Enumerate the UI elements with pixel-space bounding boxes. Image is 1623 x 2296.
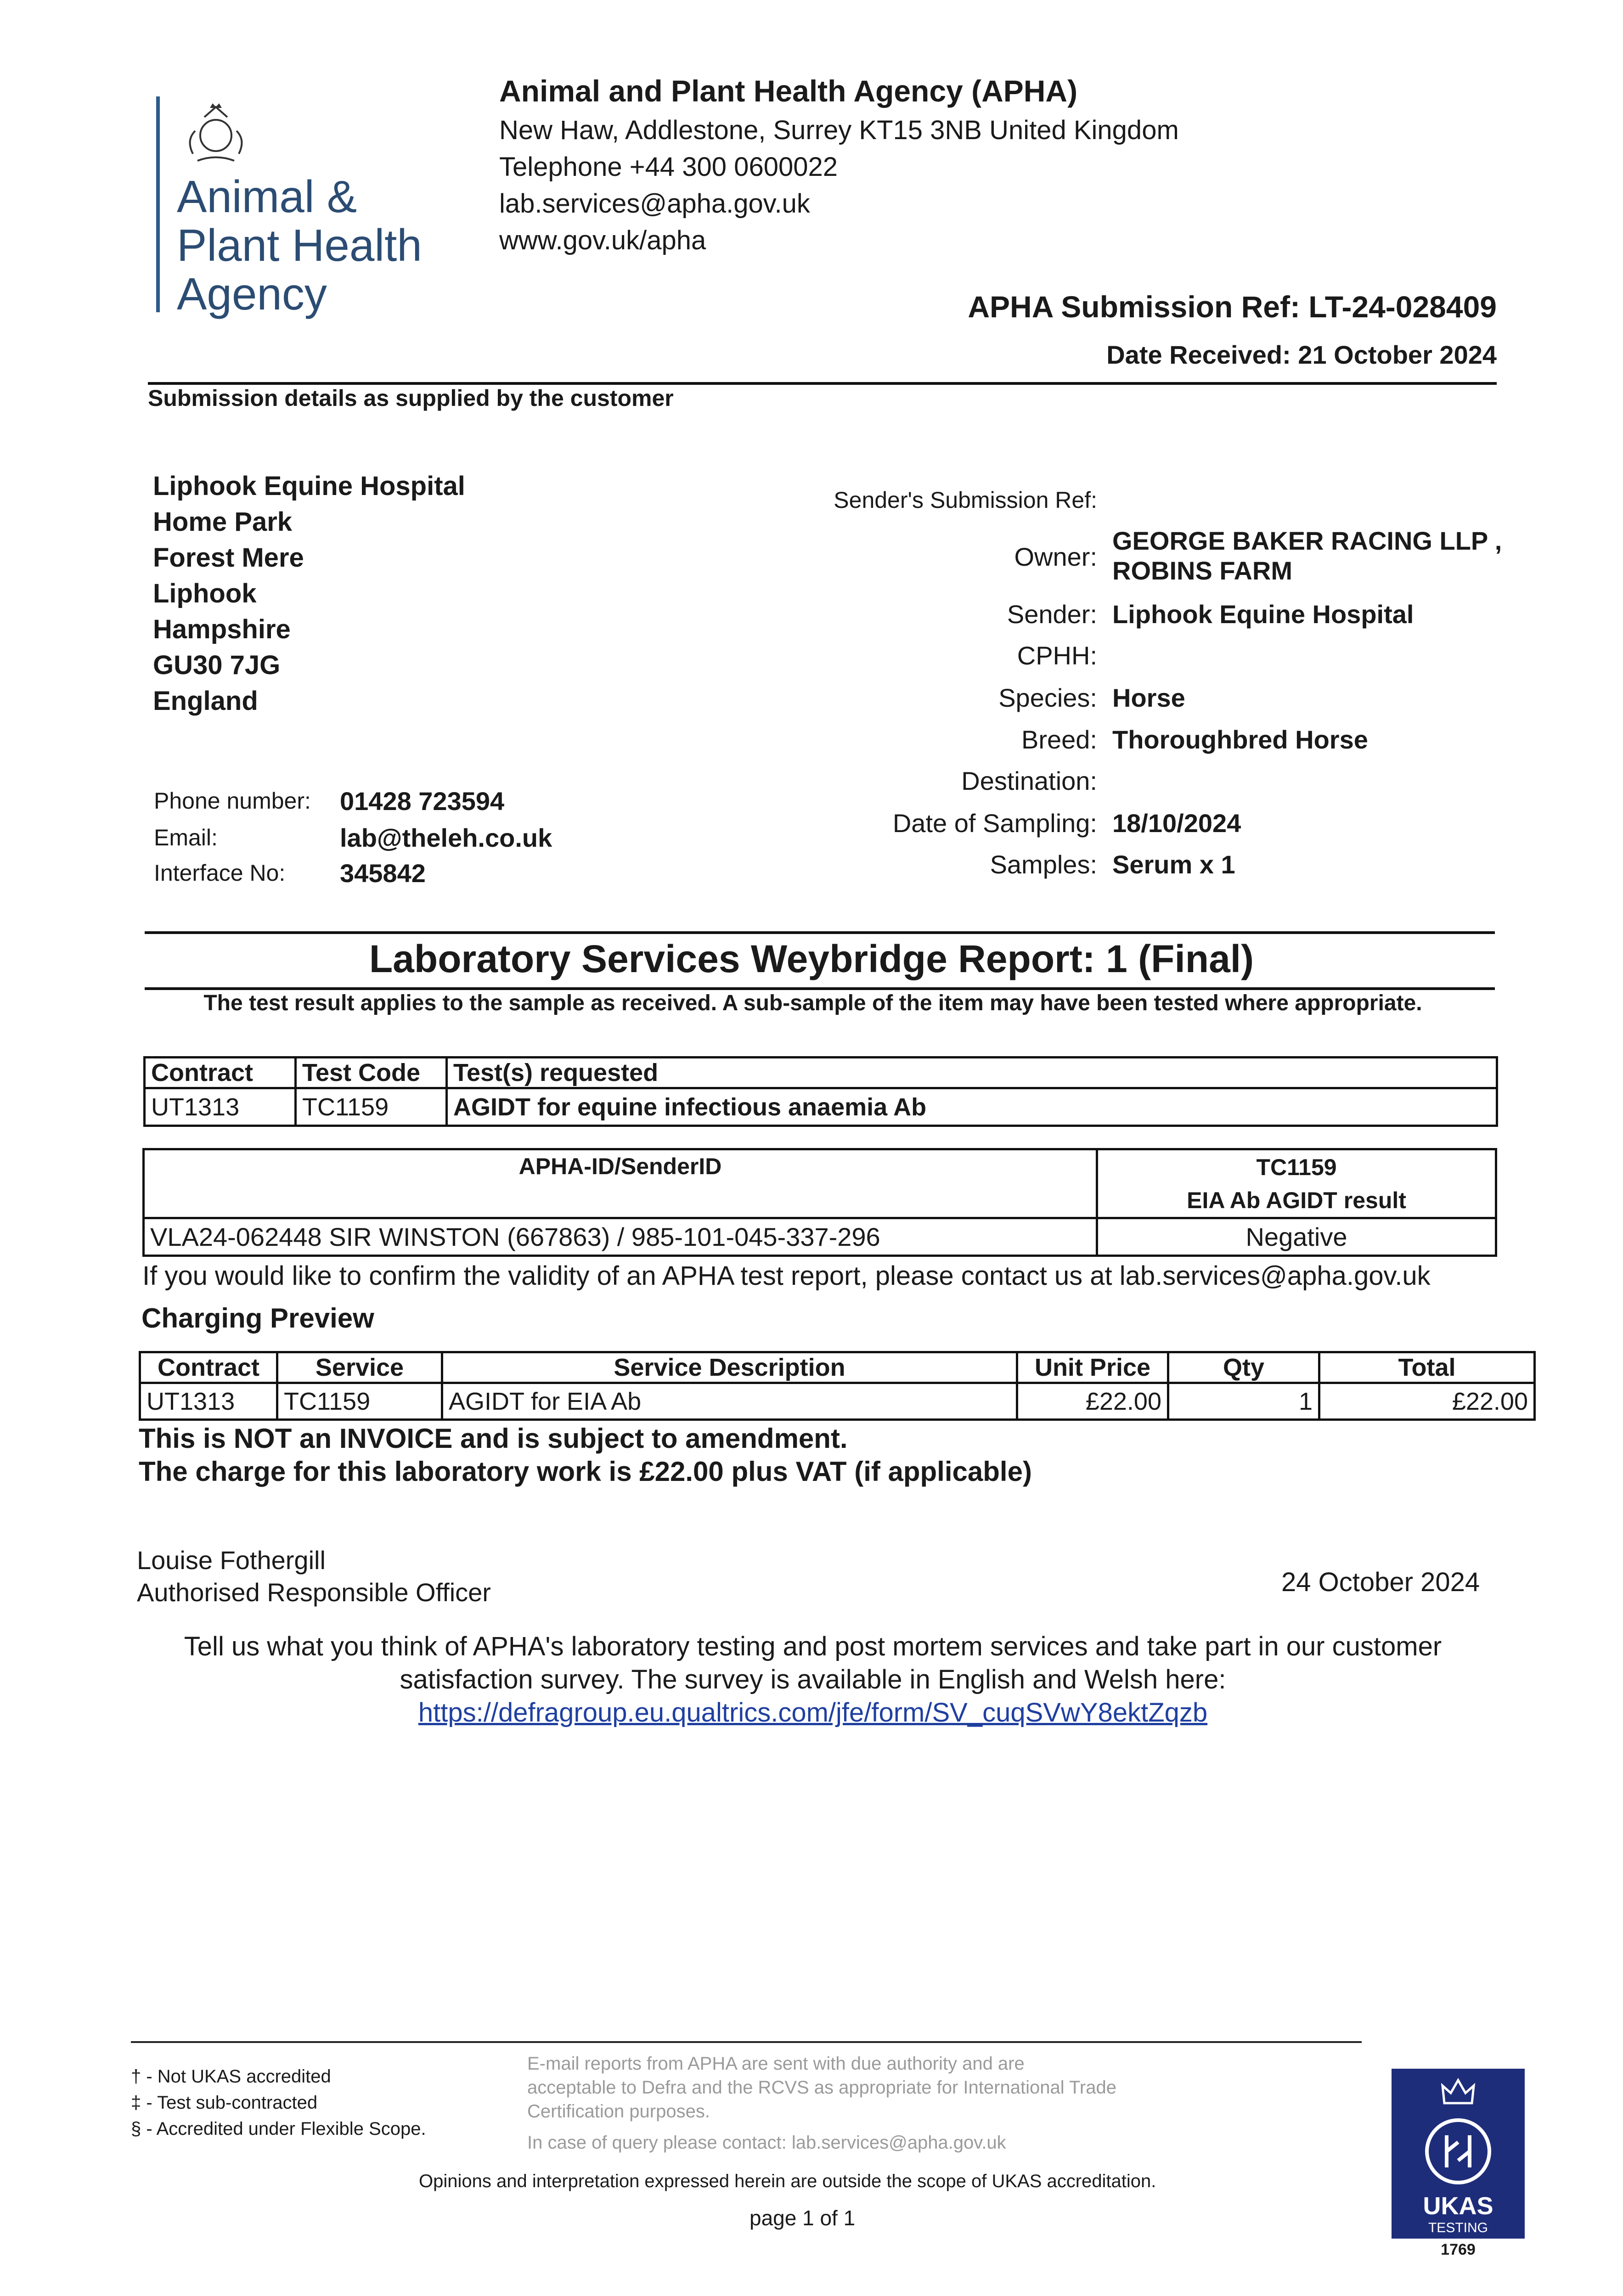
table-cell: AGIDT for EIA Ab — [442, 1383, 1017, 1420]
address-line: England — [153, 686, 258, 716]
owner-value — [1112, 526, 1502, 585]
note-line: Certification purposes. — [527, 2101, 710, 2122]
submission-ref: APHA Submission Ref: LT-24-028409 — [968, 290, 1497, 324]
owner-line: ROBINS FARM — [1112, 556, 1292, 585]
breed-value: Thoroughbred Horse — [1112, 725, 1368, 754]
senders-ref-label: Sender's Submission Ref: — [834, 487, 1097, 513]
id-value: VLA24-062448 SIR WINSTON (667863) / 985-101-045-337-296 — [144, 1218, 1097, 1256]
result-header-label: EIA Ab AGIDT result — [1187, 1187, 1406, 1213]
results-table — [142, 1148, 1497, 1257]
address-line: GU30 7JG — [153, 650, 281, 680]
table-row — [145, 1088, 1497, 1126]
address-line: Forest Mere — [153, 543, 304, 573]
note-line: acceptable to Defra and the RCVS as appropriate for International Trade — [527, 2077, 1116, 2098]
table-header-row — [140, 1352, 1535, 1383]
submission-heading: Submission details as supplied by the customer — [148, 385, 674, 411]
logo-line: Animal & — [177, 171, 357, 222]
table-header: Qty — [1168, 1352, 1319, 1383]
org-telephone: Telephone +44 300 0600022 — [499, 152, 838, 182]
logo-line: Agency — [177, 269, 327, 319]
breed-label: Breed: — [1021, 725, 1097, 754]
ukas-label: UKAS — [1423, 2192, 1493, 2220]
address-line: Home Park — [153, 507, 293, 537]
sender-value: Liphook Equine Hospital — [1112, 600, 1414, 629]
table-header: Unit Price — [1017, 1352, 1168, 1383]
org-name: Animal and Plant Health Agency (APHA) — [499, 74, 1078, 108]
table-row — [140, 1383, 1535, 1420]
not-invoice-note: This is NOT an INVOICE and is subject to amendment. — [139, 1423, 848, 1454]
result-header — [1097, 1149, 1496, 1218]
interface-label: Interface No: — [154, 860, 286, 886]
result-value: Negative — [1097, 1218, 1496, 1256]
address-line: Liphook — [153, 579, 257, 608]
opinions-note: Opinions and interpretation expressed herein are outside the scope of UKAS accreditation. — [419, 2171, 1156, 2191]
address-line: Hampshire — [153, 614, 291, 644]
samples-label: Samples: — [990, 850, 1097, 879]
note-line: E-mail reports from APHA are sent with due authority and are — [527, 2054, 1025, 2074]
cphh-label: CPHH: — [1017, 641, 1097, 670]
officer-name: Louise Fothergill — [137, 1546, 326, 1575]
royal-crest-icon — [177, 99, 255, 168]
table-header: Service Description — [442, 1352, 1017, 1383]
table-header: Service — [277, 1352, 442, 1383]
owner-label: Owner: — [1014, 542, 1097, 571]
table-header: Test Code — [296, 1058, 447, 1088]
table-header: Contract — [145, 1058, 296, 1088]
survey-line: satisfaction survey. The survey is available in English and Welsh here: — [400, 1665, 1226, 1694]
org-website[interactable]: www.gov.uk/apha — [499, 225, 706, 255]
table-cell: 1 — [1168, 1383, 1319, 1420]
table-header: Contract — [140, 1352, 277, 1383]
table-header: Total — [1319, 1352, 1535, 1383]
table-cell: TC1159 — [277, 1383, 442, 1420]
agency-logo-text — [177, 172, 422, 318]
footer-divider — [131, 2041, 1362, 2043]
table-header: Test(s) requested — [447, 1058, 1497, 1088]
page-number: page 1 of 1 — [750, 2206, 856, 2230]
signoff-date: 24 October 2024 — [1281, 1567, 1480, 1597]
email-value[interactable]: lab@theleh.co.uk — [340, 823, 552, 852]
table-cell: AGIDT for equine infectious anaemia Ab — [447, 1088, 1497, 1126]
table-row — [144, 1218, 1496, 1256]
org-address: New Haw, Addlestone, Surrey KT15 3NB United Kingdom — [499, 115, 1179, 145]
crown-icon — [1440, 2076, 1476, 2108]
query-note: In case of query please contact: lab.services@apha.gov.uk — [527, 2133, 1006, 2153]
charge-note: The charge for this laboratory work is £22.00 plus VAT (if applicable) — [139, 1456, 1032, 1487]
legend-subcontracted: ‡ - Test sub-contracted — [131, 2093, 318, 2113]
table-cell: UT1313 — [140, 1383, 277, 1420]
applies-note: The test result applies to the sample as received. A sub-sample of the item may have been tested where appropriate. — [203, 991, 1422, 1015]
charging-heading: Charging Preview — [141, 1303, 374, 1334]
charging-table — [139, 1351, 1536, 1421]
ukas-sub: TESTING — [1428, 2220, 1488, 2235]
org-email[interactable]: lab.services@apha.gov.uk — [499, 189, 810, 219]
ukas-badge — [1392, 2069, 1525, 2239]
phone-value: 01428 723594 — [340, 787, 505, 816]
table-header-row — [145, 1058, 1497, 1088]
sampling-value: 18/10/2024 — [1112, 809, 1241, 838]
table-cell: £22.00 — [1319, 1383, 1535, 1420]
phone-label: Phone number: — [154, 788, 311, 814]
destination-label: Destination: — [961, 766, 1097, 795]
email-label: Email: — [154, 825, 218, 850]
interface-value: 345842 — [340, 859, 426, 888]
customer-address — [153, 468, 465, 719]
owner-line: GEORGE BAKER RACING LLP , — [1112, 526, 1502, 555]
legend-flexible-scope: § - Accredited under Flexible Scope. — [131, 2119, 426, 2139]
code-header: TC1159 — [1256, 1154, 1337, 1180]
id-header: APHA-ID/SenderID — [144, 1149, 1097, 1218]
logo-line: Plant Health — [177, 220, 422, 270]
report-top-rule — [145, 931, 1495, 934]
sampling-label: Date of Sampling: — [892, 809, 1097, 838]
ukas-tick-icon — [1421, 2115, 1495, 2188]
officer-role: Authorised Responsible Officer — [137, 1578, 491, 1607]
email-report-note — [527, 2052, 1308, 2123]
logo-bar — [156, 96, 160, 312]
table-header-row — [144, 1149, 1496, 1218]
address-line: Liphook Equine Hospital — [153, 471, 465, 501]
tests-table — [143, 1056, 1498, 1127]
report-title: Laboratory Services Weybridge Report: 1 (Final) — [369, 937, 1254, 980]
survey-link[interactable]: https://defragroup.eu.qualtrics.com/jfe/form/SV_cuqSVwY8ektZqzb — [418, 1698, 1208, 1728]
legend-not-accredited: † - Not UKAS accredited — [131, 2066, 331, 2087]
confirm-note: If you would like to confirm the validity of an APHA test report, please contact us at lab.services@apha.gov.uk — [142, 1261, 1431, 1291]
table-cell: TC1159 — [296, 1088, 447, 1126]
table-cell: UT1313 — [145, 1088, 296, 1126]
survey-line: Tell us what you think of APHA's laboratory testing and post mortem services and take part in our customer — [184, 1632, 1442, 1661]
samples-value: Serum x 1 — [1112, 850, 1235, 879]
survey-block — [138, 1630, 1488, 1729]
species-value: Horse — [1112, 683, 1185, 712]
ukas-number: 1769 — [1441, 2241, 1476, 2258]
table-cell: £22.00 — [1017, 1383, 1168, 1420]
species-label: Species: — [998, 683, 1097, 712]
date-received: Date Received: 21 October 2024 — [1106, 340, 1497, 369]
sender-label: Sender: — [1007, 600, 1097, 629]
